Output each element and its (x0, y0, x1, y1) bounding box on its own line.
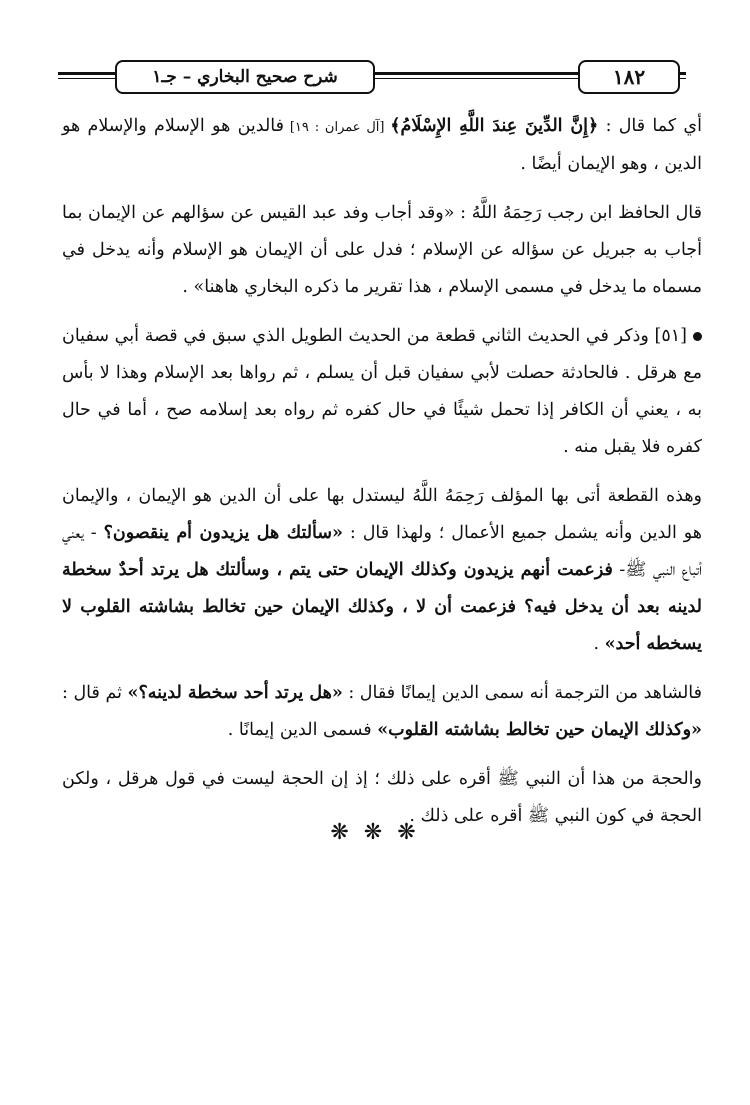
paragraph-1 (62, 108, 702, 183)
hadith-quote: «سألتك هل يزيدون أم ينقصون؟ (103, 523, 343, 543)
bullet-icon (693, 332, 702, 341)
book-title: شرح صحيح البخاري – جـ١ (115, 60, 375, 94)
paragraph-5 (62, 675, 702, 749)
hadith-quote: فزعمت أنهم يزيدون وكذلك الإيمان حتى يتم ، وسألتك هل يرتد أحدٌ سخطة لدينه بعد أن يدخل فيه؟ فزعمت أن لا ، وكذلك الإيمان حين تخالط بشاشته القلوب لا يسخطه أحد» (62, 560, 702, 654)
paragraph-text: - يعني أتباع النبي ﷺ- (62, 523, 702, 580)
hadith-quote: «وكذلك الإيمان حين تخالط بشاشته القلوب» (377, 720, 702, 740)
paragraph-text: وهذه القطعة أتى بها المؤلف رَحِمَهُ اللَّهُ ليستدل بها على أن الدين هو الإيمان ، والإيمان هو الدين وأنه يشمل جميع الأعمال ؛ ولهذا قال : (62, 486, 702, 543)
paragraph-text: ثم قال : (62, 683, 128, 703)
paragraph-text: [٥١] وذكر في الحديث الثاني قطعة من الحديث الطويل الذي سبق في قصة أبي سفيان مع هرقل . فالحادثة حصلت لأبي سفيان قبل أن يسلم ، ثم رواها بعد الإسلام وهذا لا بأس به ، يعني أن الكافر إذا تحمل شيئًا في حال كفره ثم رواه بعد إسلامه صح ، أما في حال كفره فلا يقبل منه . (62, 326, 702, 457)
paragraph-text: . (593, 634, 605, 654)
paragraph-6: والحجة من هذا أن النبي ﷺ أقره على ذلك ؛ إذ إن الحجة ليست في قول هرقل ، ولكن الحجة في كون النبي ﷺ أقره على ذلك . (62, 769, 702, 826)
header-rule (371, 72, 578, 75)
paragraph-3 (62, 318, 702, 466)
paragraph-text: فالدين هو الإسلام والإسلام هو الدين ، وهو الإيمان أيضًا . (62, 116, 702, 174)
paragraph-text: فسمى الدين إيمانًا . (227, 720, 378, 740)
paragraph-4 (62, 478, 702, 663)
header-rule (58, 78, 115, 79)
page-number: ١٨٢ (578, 60, 680, 94)
paragraph-2: قال الحافظ ابن رجب رَحِمَهُ اللَّهُ : «وقد أجاب وفد عبد القيس عن سؤالهم عن الإيمان بما أجاب به جبريل عن سؤاله عن الإسلام ؛ فدل على أن الإيمان هو الإسلام وأنه يدخل في مسماه ما يدخل في مسمى الإسلام ، هذا تقرير ما ذكره البخاري هاهنا» . (62, 203, 702, 297)
section-divider: ❋ ❋ ❋ (330, 820, 420, 845)
page-body (62, 108, 702, 847)
hadith-quote: «هل يرتد أحد سخطة لدينه؟» (127, 683, 343, 703)
header-rule (371, 78, 578, 79)
paragraph-text: أي كما قال : (598, 116, 702, 136)
quran-verse: ﴿إِنَّ الدِّينَ عِندَ اللَّهِ الإِسْلَامُ﴾ (390, 116, 599, 136)
header-rule (58, 72, 115, 75)
verse-reference: [آل عمران : ١٩] (284, 120, 391, 135)
paragraph-text: فالشاهد من الترجمة أنه سمى الدين إيمانًا فقال : (342, 683, 702, 703)
page-header (58, 58, 686, 98)
